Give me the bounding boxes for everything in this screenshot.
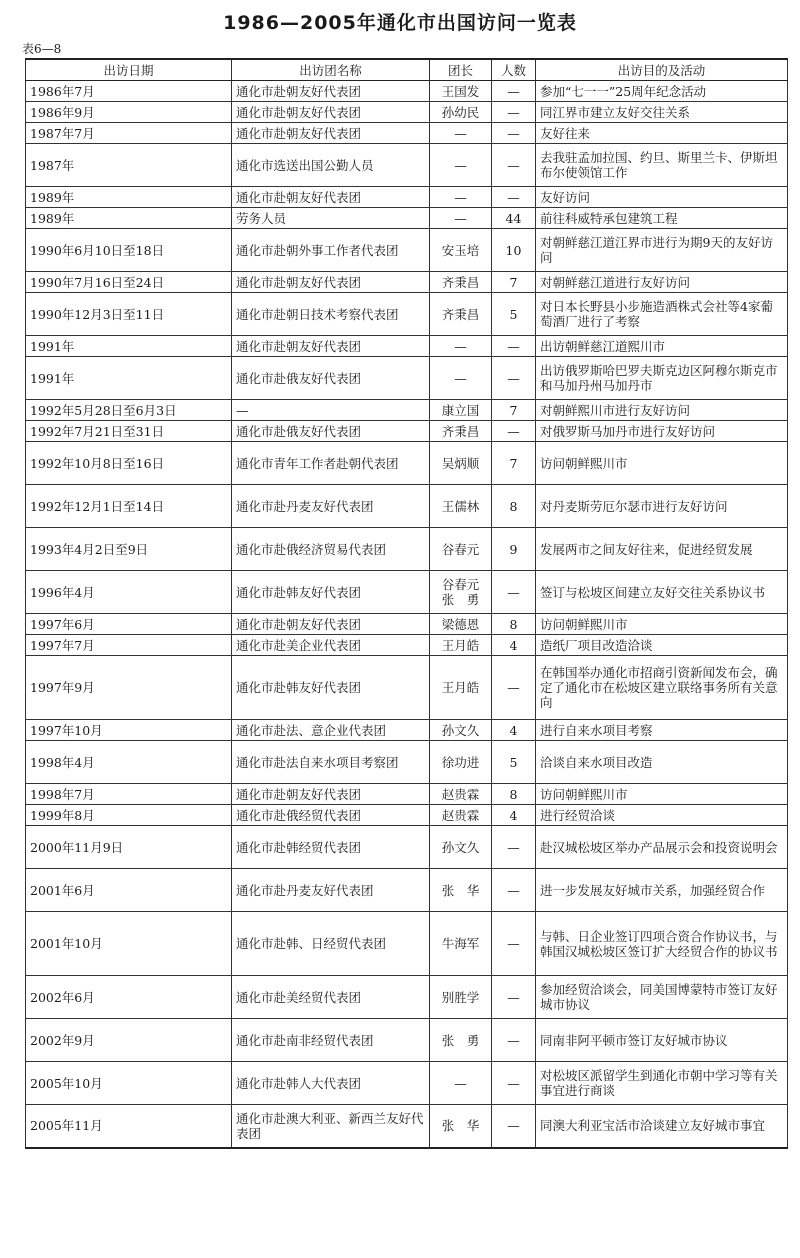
cell-purpose: 对朝鲜熙川市进行友好访问 [536,400,788,421]
cell-leader: 齐秉昌 [430,272,492,293]
table-number: 表6—8 [22,42,62,56]
cell-count: — [492,357,536,400]
cell-purpose: 去我驻孟加拉国、约旦、斯里兰卡、伊斯坦布尔使领馆工作 [536,144,788,187]
cell-leader: 赵贵霖 [430,805,492,826]
cell-purpose: 对俄罗斯马加丹市进行友好访问 [536,421,788,442]
header-date: 出访日期 [26,59,232,81]
cell-delegation: 通化市赴朝友好代表团 [232,336,430,357]
cell-purpose: 出访俄罗斯哈巴罗夫斯克边区阿穆尔斯克市和马加丹州马加丹市 [536,357,788,400]
table-row [26,229,788,272]
cell-leader: — [430,144,492,187]
cell-leader: 齐秉昌 [430,293,492,336]
cell-count: — [492,336,536,357]
cell-delegation: 通化市赴韩经贸代表团 [232,826,430,869]
table-row [26,293,788,336]
cell-leader: 谷春元 张 勇 [430,571,492,614]
table-row [26,123,788,144]
cell-delegation: 通化市赴朝友好代表团 [232,123,430,144]
cell-count: — [492,571,536,614]
cell-count: — [492,976,536,1019]
cell-delegation: 通化市赴朝友好代表团 [232,102,430,123]
cell-count: — [492,187,536,208]
cell-delegation: 通化市赴法、意企业代表团 [232,720,430,741]
cell-delegation: 通化市赴美企业代表团 [232,635,430,656]
cell-purpose: 前往科威特承包建筑工程 [536,208,788,229]
cell-leader: — [430,208,492,229]
cell-date: 1986年7月 [26,81,232,102]
cell-leader: 张 华 [430,869,492,912]
cell-delegation: 通化市赴俄经济贸易代表团 [232,528,430,571]
cell-leader: 王国发 [430,81,492,102]
cell-leader: 吴炳顺 [430,442,492,485]
cell-purpose: 进行自来水项目考察 [536,720,788,741]
cell-purpose: 对日本长野县小步施造酒株式会社等4家葡萄酒厂进行了考察 [536,293,788,336]
cell-leader: 梁德恩 [430,614,492,635]
cell-delegation: — [232,400,430,421]
cell-leader: 王儒林 [430,485,492,528]
cell-purpose: 进一步发展友好城市关系，加强经贸合作 [536,869,788,912]
cell-leader: 康立国 [430,400,492,421]
table-row [26,442,788,485]
cell-leader: — [430,187,492,208]
cell-date: 1992年5月28日至6月3日 [26,400,232,421]
cell-leader: 安玉培 [430,229,492,272]
table-row [26,1062,788,1105]
cell-purpose: 发展两市之间友好往来，促进经贸发展 [536,528,788,571]
cell-count: — [492,123,536,144]
cell-leader: — [430,123,492,144]
cell-date: 2005年10月 [26,1062,232,1105]
cell-purpose: 赴汉城松坡区举办产品展示会和投资说明会 [536,826,788,869]
table-row [26,869,788,912]
cell-count: — [492,1062,536,1105]
cell-leader: 张 华 [430,1105,492,1148]
cell-date: 1987年 [26,144,232,187]
cell-count: 9 [492,528,536,571]
cell-leader: 徐功进 [430,741,492,784]
header-delegation: 出访团名称 [232,59,430,81]
table-row [26,144,788,187]
cell-date: 1997年6月 [26,614,232,635]
cell-delegation: 通化市赴澳大利亚、新西兰友好代表团 [232,1105,430,1148]
cell-purpose: 友好访问 [536,187,788,208]
cell-delegation: 劳务人员 [232,208,430,229]
table-row [26,805,788,826]
table-row [26,784,788,805]
cell-date: 1992年7月21日至31日 [26,421,232,442]
cell-delegation: 通化市赴俄经贸代表团 [232,805,430,826]
page-title: 1986—2005年通化市出国访问一览表 [223,12,577,34]
cell-leader: 赵贵霖 [430,784,492,805]
cell-delegation: 通化市赴俄友好代表团 [232,357,430,400]
cell-date: 2000年11月9日 [26,826,232,869]
cell-leader: 孙文久 [430,720,492,741]
table-row [26,614,788,635]
cell-leader: 牛海军 [430,912,492,976]
cell-count: 4 [492,805,536,826]
cell-count: — [492,656,536,720]
cell-delegation: 通化市赴朝友好代表团 [232,187,430,208]
table-row [26,976,788,1019]
cell-count: — [492,826,536,869]
cell-count: 4 [492,720,536,741]
cell-count: 7 [492,400,536,421]
cell-purpose: 访问朝鲜熙川市 [536,614,788,635]
cell-count: 8 [492,614,536,635]
table-row [26,102,788,123]
cell-purpose: 对丹麦斯劳厄尔瑟市进行友好访问 [536,485,788,528]
cell-delegation: 通化市赴朝友好代表团 [232,614,430,635]
cell-date: 1987年7月 [26,123,232,144]
cell-count: 10 [492,229,536,272]
table-row [26,187,788,208]
cell-date: 1997年10月 [26,720,232,741]
cell-delegation: 通化市赴朝外事工作者代表团 [232,229,430,272]
cell-delegation: 通化市赴朝日技术考察代表团 [232,293,430,336]
table-row [26,656,788,720]
cell-leader: 孙文久 [430,826,492,869]
table-row [26,400,788,421]
table-row [26,272,788,293]
cell-purpose: 与韩、日企业签订四项合资合作协议书，与韩国汉城松坡区签订扩大经贸合作的协议书 [536,912,788,976]
cell-purpose: 对松坡区派留学生到通化市朝中学习等有关事宜进行商谈 [536,1062,788,1105]
cell-count: 5 [492,741,536,784]
cell-leader: 张 勇 [430,1019,492,1062]
cell-delegation: 通化市赴法自来水项目考察团 [232,741,430,784]
table-row [26,528,788,571]
cell-count: — [492,1019,536,1062]
table-row [26,720,788,741]
cell-date: 2002年9月 [26,1019,232,1062]
cell-purpose: 友好往来 [536,123,788,144]
cell-date: 1999年8月 [26,805,232,826]
cell-purpose: 洽谈自来水项目改造 [536,741,788,784]
cell-date: 1998年4月 [26,741,232,784]
cell-count: — [492,421,536,442]
cell-date: 2005年11月 [26,1105,232,1148]
cell-date: 1992年12月1日至14日 [26,485,232,528]
table-row [26,357,788,400]
cell-purpose: 访问朝鲜熙川市 [536,442,788,485]
cell-delegation: 通化市赴韩、日经贸代表团 [232,912,430,976]
cell-count: 8 [492,485,536,528]
cell-leader: 齐秉昌 [430,421,492,442]
cell-count: — [492,144,536,187]
cell-count: 7 [492,272,536,293]
cell-date: 1989年 [26,208,232,229]
cell-count: 5 [492,293,536,336]
cell-date: 1991年 [26,357,232,400]
cell-count: 44 [492,208,536,229]
cell-date: 1989年 [26,187,232,208]
header-leader: 团长 [430,59,492,81]
cell-leader: 谷春元 [430,528,492,571]
cell-count: 4 [492,635,536,656]
cell-delegation: 通化市赴朝友好代表团 [232,81,430,102]
cell-date: 2001年6月 [26,869,232,912]
header-count: 人数 [492,59,536,81]
cell-purpose: 参加经贸洽谈会，同美国博蒙特市签订友好城市协议 [536,976,788,1019]
cell-delegation: 通化市赴朝友好代表团 [232,784,430,805]
cell-purpose: 对朝鲜慈江道江界市进行为期9天的友好访问 [536,229,788,272]
cell-delegation: 通化市赴丹麦友好代表团 [232,869,430,912]
table-row [26,208,788,229]
cell-leader: — [430,336,492,357]
cell-leader: 别胜学 [430,976,492,1019]
cell-date: 1993年4月2日至9日 [26,528,232,571]
table-row [26,912,788,976]
table-row [26,81,788,102]
cell-date: 1990年7月16日至24日 [26,272,232,293]
cell-date: 1997年9月 [26,656,232,720]
cell-count: — [492,912,536,976]
table-row [26,826,788,869]
cell-purpose: 造纸厂项目改造洽谈 [536,635,788,656]
cell-date: 1996年4月 [26,571,232,614]
cell-date: 1991年 [26,336,232,357]
cell-count: 8 [492,784,536,805]
cell-leader: 孙幼民 [430,102,492,123]
cell-leader: — [430,1062,492,1105]
header-purpose: 出访目的及活动 [536,59,788,81]
cell-date: 1992年10月8日至16日 [26,442,232,485]
visits-table [25,58,788,1149]
table-row [26,571,788,614]
cell-count: — [492,102,536,123]
table-row [26,741,788,784]
cell-delegation: 通化市赴美经贸代表团 [232,976,430,1019]
cell-date: 1986年9月 [26,102,232,123]
cell-leader: — [430,357,492,400]
cell-date: 1990年6月10日至18日 [26,229,232,272]
cell-delegation: 通化市赴朝友好代表团 [232,272,430,293]
cell-leader: 王月皓 [430,656,492,720]
cell-purpose: 同南非阿平顿市签订友好城市协议 [536,1019,788,1062]
cell-delegation: 通化市青年工作者赴朝代表团 [232,442,430,485]
table-row [26,485,788,528]
cell-delegation: 通化市赴南非经贸代表团 [232,1019,430,1062]
table-row [26,635,788,656]
cell-date: 2002年6月 [26,976,232,1019]
table-row [26,1105,788,1148]
cell-purpose: 同澳大利亚宝活市洽谈建立友好城市事宜 [536,1105,788,1148]
table-row [26,336,788,357]
cell-purpose: 出访朝鲜慈江道熙川市 [536,336,788,357]
cell-count: 7 [492,442,536,485]
cell-date: 2001年10月 [26,912,232,976]
cell-leader: 王月皓 [430,635,492,656]
cell-purpose: 进行经贸洽谈 [536,805,788,826]
cell-delegation: 通化市赴韩友好代表团 [232,571,430,614]
cell-purpose: 参加“七一一”25周年纪念活动 [536,81,788,102]
cell-delegation: 通化市赴俄友好代表团 [232,421,430,442]
cell-date: 1998年7月 [26,784,232,805]
cell-delegation: 通化市赴丹麦友好代表团 [232,485,430,528]
cell-purpose: 在韩国举办通化市招商引资新闻发布会，确定了通化市在松坡区建立联络事务所有关意向 [536,656,788,720]
cell-count: — [492,1105,536,1148]
cell-purpose: 访问朝鲜熙川市 [536,784,788,805]
cell-date: 1997年7月 [26,635,232,656]
cell-count: — [492,81,536,102]
cell-date: 1990年12月3日至11日 [26,293,232,336]
table-row [26,421,788,442]
table-row [26,1019,788,1062]
cell-purpose: 对朝鲜慈江道进行友好访问 [536,272,788,293]
cell-delegation: 通化市选送出国公勤人员 [232,144,430,187]
cell-purpose: 签订与松坡区间建立友好交往关系协议书 [536,571,788,614]
table-header-row [26,59,788,81]
cell-count: — [492,869,536,912]
cell-delegation: 通化市赴韩人大代表团 [232,1062,430,1105]
cell-purpose: 同江界市建立友好交往关系 [536,102,788,123]
cell-delegation: 通化市赴韩友好代表团 [232,656,430,720]
